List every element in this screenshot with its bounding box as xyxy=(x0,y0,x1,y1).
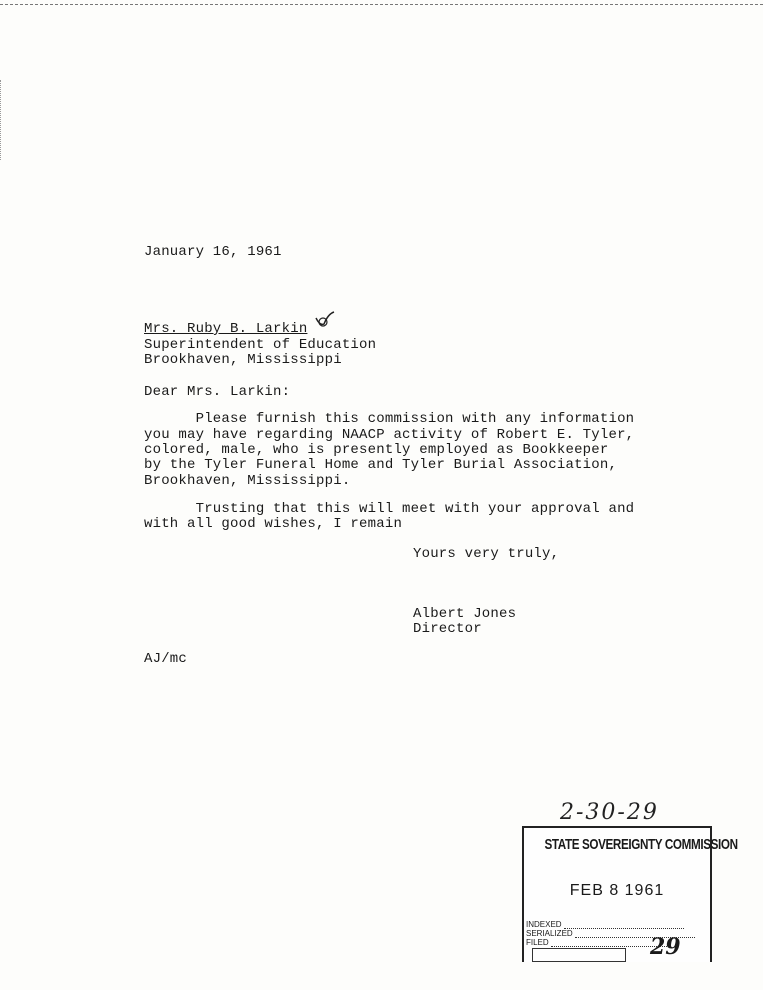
stamp-field-label: INDEXED xyxy=(526,920,562,929)
paragraph-1-line: Please furnish this commission with any information xyxy=(144,411,635,427)
paragraph-1-line: Brookhaven, Mississippi. xyxy=(144,473,351,489)
closing: Yours very truly, xyxy=(413,546,560,562)
handwritten-check-icon xyxy=(314,310,336,332)
stamp-date: FEB 8 1961 xyxy=(569,882,665,899)
recipient-name xyxy=(144,321,307,337)
recipient-city: Brookhaven, Mississippi xyxy=(144,352,342,368)
recipient-title: Superintendent of Education xyxy=(144,337,377,353)
paragraph-2-line: with all good wishes, I remain xyxy=(144,516,403,532)
commission-stamp xyxy=(522,826,738,962)
stamp-blank-box xyxy=(532,948,626,962)
stamp-field-dots xyxy=(564,921,684,929)
salutation: Dear Mrs. Larkin: xyxy=(144,384,291,400)
handwritten-file-number: 2-30-29 xyxy=(560,800,659,825)
paragraph-1-line: colored, male, who is presently employed as Bookkeeper xyxy=(144,442,609,458)
left-edge-mark xyxy=(0,80,3,160)
stamp-title: STATE SOVEREIGNTY COMMISSION xyxy=(544,836,738,853)
stamp-field-row xyxy=(526,920,695,929)
signer-name: Albert Jones xyxy=(413,606,517,622)
top-edge-rule xyxy=(0,4,763,5)
typist-initials: AJ/mc xyxy=(144,651,188,667)
stamp-field-label: SERIALIZED xyxy=(526,929,573,938)
paragraph-1-line: by the Tyler Funeral Home and Tyler Burial Association, xyxy=(144,457,618,473)
paragraph-2-line: Trusting that this will meet with your approval and xyxy=(144,501,635,517)
letter-date: January 16, 1961 xyxy=(144,244,282,260)
stamp-field-label: FILED xyxy=(526,938,549,947)
stamp-handwritten-initials: 29 xyxy=(650,934,681,960)
paragraph-1-line: you may have regarding NAACP activity of Robert E. Tyler, xyxy=(144,427,635,443)
recipient-name-text: Mrs. Ruby B. Larkin xyxy=(144,321,308,337)
signer-title: Director xyxy=(413,621,482,637)
